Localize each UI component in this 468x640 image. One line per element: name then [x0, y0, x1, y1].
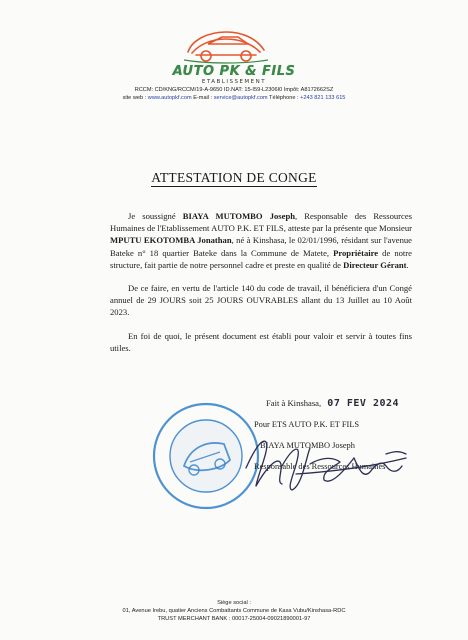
- site-label: site web :: [122, 95, 147, 101]
- footer-bank: TRUST MERCHANT BANK : 00017-25004-09021890001-97: [157, 616, 311, 622]
- email-label: E-mail :: [193, 95, 213, 101]
- contact-line: [0, 95, 468, 101]
- owner-label: Propriétaire: [333, 247, 379, 258]
- document-title: ATTESTATION DE CONGE: [151, 170, 317, 185]
- brand-name: AUTO PK & FILS: [172, 64, 296, 79]
- car-logo-icon: [178, 20, 274, 66]
- site-link[interactable]: www.autopkf.com: [147, 95, 192, 101]
- handwritten-signature-icon: [236, 428, 426, 500]
- paragraph-1: Je soussigné BIAYA MUTOMBO Joseph, Responsable des Ressources Humaines de l'Etablissement AUTO P.K. ET FILS, atteste par la présente que Monsieur MPUTU EKOTOMBA Jonathan, né à Kinshasa, le 02/01/1996, résidant sur l'avenue Bateke n° 18 quartier Bateke dans la Commune de Matete, Propriétaire de notre structure, fait partie de notre personnel cadre et preste en qualité de Directeur Gérant.: [110, 211, 412, 270]
- employee-name: MPUTU EKOTOMBA Jonathan: [110, 235, 232, 246]
- paragraph-3: En foi de quoi, le présent document est établi pour valoir et servir à toutes fins utiles.: [110, 330, 412, 353]
- paragraph-2: De ce faire, en vertu de l'article 140 du code de travail, il bénéficiera d'un Congé annuel de 29 JOURS soit 25 JOURS OUVRABLES allant du 13 Juillet au 10 Août 2023.: [110, 283, 412, 318]
- email-link[interactable]: service@autopkf.com: [213, 95, 268, 101]
- signatory-name: BIAYA MUTOMBO Joseph: [182, 211, 296, 221]
- place-date: [266, 398, 399, 409]
- document-body: [110, 210, 412, 365]
- phone-label: Téléphone :: [269, 95, 299, 101]
- company-line: Pour ETS AUTO P.K. ET FILS: [254, 420, 360, 429]
- place-text: Fait à Kinshasa,: [266, 398, 322, 408]
- role-label: Directeur Gérant: [343, 259, 407, 270]
- footer-address: 01, Avenue Irebu, quatier Anciens Combattants Commune de Kasa Vubu/Kinshasa-RDC: [122, 608, 346, 614]
- signatory-title: Responsable des Ressources Humaines: [254, 462, 386, 471]
- brand-subtitle: ETABLISSEMENT: [201, 79, 267, 85]
- date-stamp: 07 FEV 2024: [327, 398, 400, 409]
- footer-label: Siège social :: [217, 600, 251, 606]
- registration-line: RCCM: CD/KNG/RCCM/19-A-9650 ID.NAT: 15-I59-L2306I0 Impôt: A8172662SZ: [134, 87, 334, 93]
- phone-number: +243 821 133 615: [300, 95, 346, 101]
- signatory-line: BIAYA MUTOMBO Joseph: [260, 441, 355, 450]
